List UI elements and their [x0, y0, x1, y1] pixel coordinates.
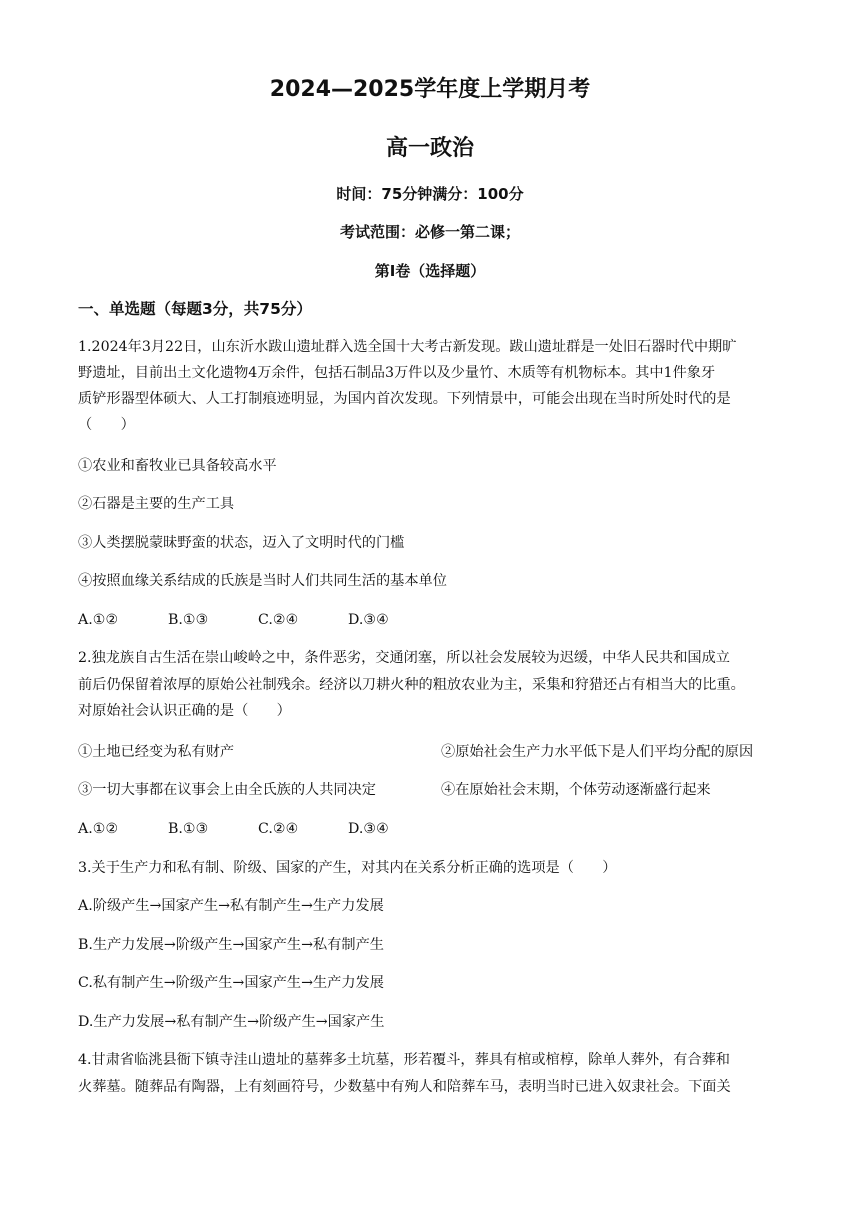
- option-d[interactable]: D.③④: [348, 612, 389, 628]
- statement-1: ①土地已经变为私有财产: [78, 744, 235, 760]
- statement-3: ③人类摆脱蒙昧野蛮的状态，迈入了文明时代的门槛: [78, 535, 405, 551]
- statement-4: ④在原始社会末期，个体劳动逐渐盛行起来: [441, 782, 711, 798]
- question-stem-line: 对原始社会认识正确的是（ ）: [78, 703, 291, 719]
- question-stem-line: 3.关于生产力和私有制、阶级、国家的产生，对其内在关系分析正确的选项是（ ）: [78, 860, 617, 876]
- question-stem-line: 质铲形器型体硕大、人工打制痕迹明显，为国内首次发现。下列情景中，可能会出现在当时所处时代的是: [78, 391, 731, 407]
- statement-1: ①农业和畜牧业已具备较高水平: [78, 458, 277, 474]
- exam-subject: 高一政治: [385, 136, 474, 161]
- exam-time-info: 时间：75分钟满分：100分: [336, 185, 524, 203]
- answer-options: [78, 607, 438, 634]
- option-a[interactable]: A.①②: [78, 612, 119, 628]
- statement-3: ③一切大事都在议事会上由全氏族的人共同决定: [78, 782, 376, 798]
- option-b[interactable]: B.生产力发展→阶级产生→国家产生→私有制产生: [78, 937, 384, 953]
- exam-scope: 考试范围：必修一第二课；: [339, 223, 520, 241]
- option-a[interactable]: A.阶级产生→国家产生→私有制产生→生产力发展: [78, 898, 384, 914]
- answer-options: [78, 816, 438, 843]
- option-c[interactable]: C.②④: [258, 821, 299, 837]
- option-c[interactable]: C.②④: [258, 612, 299, 628]
- question-stem-line: 4.甘肃省临洮县衙下镇寺洼山遗址的墓葬多土坑墓，形若覆斗，葬具有棺或棺椁，除单人葬外，有合葬和: [78, 1052, 730, 1068]
- option-d[interactable]: D.③④: [348, 821, 389, 837]
- option-b[interactable]: B.①③: [168, 612, 209, 628]
- volume-heading: 第Ⅰ卷（选择题）: [374, 262, 486, 280]
- option-a[interactable]: A.①②: [78, 821, 119, 837]
- option-d[interactable]: D.生产力发展→私有制产生→阶级产生→国家产生: [78, 1014, 385, 1030]
- exam-title: 2024—2025学年度上学期月考: [269, 77, 591, 102]
- question-stem-line: 野遗址，目前出土文化遗物4万余件，包括石制品3万件以及少量竹、木质等有机物标本。其中1件象牙: [78, 365, 716, 381]
- question-stem-line: 1.2024年3月22日，山东沂水跋山遗址群入选全国十大考古新发现。跋山遗址群是一处旧石器时代中期旷: [78, 339, 737, 355]
- statement-4: ④按照血缘关系结成的氏族是当时人们共同生活的基本单位: [78, 573, 447, 589]
- option-c[interactable]: C.私有制产生→阶级产生→国家产生→生产力发展: [78, 975, 384, 991]
- statement-2: ②原始社会生产力水平低下是人们平均分配的原因: [441, 744, 754, 760]
- section-heading: 一、单选题（每题3分，共75分）: [78, 300, 312, 318]
- question-stem-line: 前后仍保留着浓厚的原始公社制残余。经济以刀耕火种的粗放农业为主，采集和狩猎还占有相当大的比重。: [78, 677, 745, 693]
- question-stem-line: 火葬墓。随葬品有陶器，上有刻画符号，少数墓中有殉人和陪葬车马，表明当时已进入奴隶社会。下面关: [78, 1079, 731, 1095]
- option-b[interactable]: B.①③: [168, 821, 209, 837]
- question-stem-line: 2.独龙族自古生活在崇山峻岭之中，条件恶劣，交通闭塞，所以社会发展较为迟缓，中华人民共和国成立: [78, 650, 730, 666]
- question-stem-line: （ ）: [78, 417, 135, 433]
- statement-2: ②石器是主要的生产工具: [78, 496, 235, 512]
